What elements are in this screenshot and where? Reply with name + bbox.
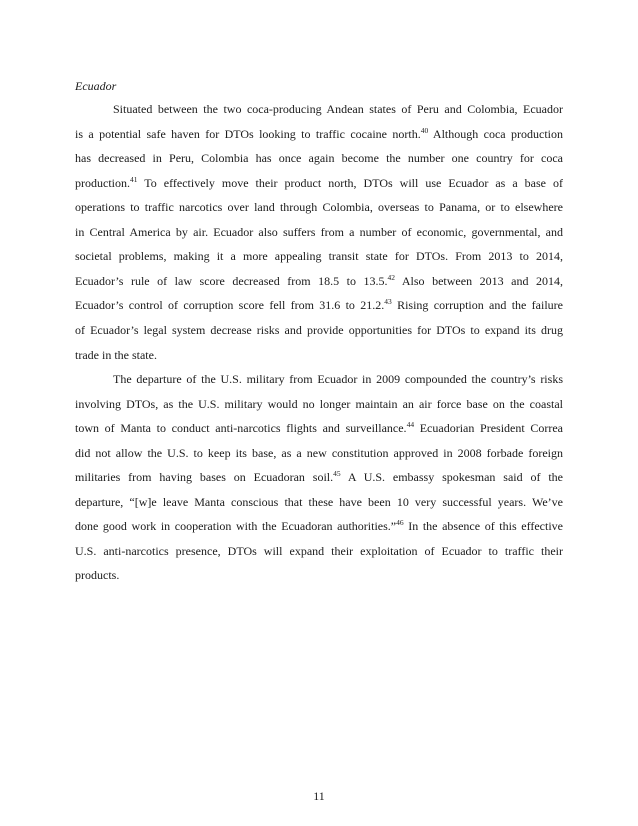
line-text: Ecuador’s rule of law score decreased from 18.5 to 13.5. (75, 273, 388, 288)
line-text: has decreased in Peru, Colombia has once again become the number one country for coca (75, 151, 563, 166)
line-text: U.S. anti-narcotics presence, DTOs will expand their exploitation of Ecuador to traffic their (75, 543, 563, 558)
footnote-marker: 44 (406, 420, 415, 430)
text-line (75, 469, 563, 485)
line-text: is a potential safe haven for DTOs looking to traffic cocaine north. (75, 126, 421, 141)
line-text: involving DTOs, as the U.S. military would no longer maintain an air force base on the coastal (75, 396, 563, 411)
text-line (75, 567, 119, 583)
line-text-continued: Ecuadorian President Correa (414, 421, 563, 436)
line-text: societal problems, making it a more appealing transit state for DTOs. From 2013 to 2014, (75, 249, 563, 264)
text-line (75, 273, 563, 289)
section-heading: Ecuador (75, 79, 117, 93)
line-text-continued: To effectively move their product north, DTOs will use Ecuador as a base of (137, 175, 563, 190)
text-line (113, 371, 563, 387)
line-text: Ecuador’s control of corruption score fell from 31.6 to 21.2. (75, 298, 385, 313)
text-line (75, 347, 157, 363)
line-text-continued: Rising corruption and the failure (391, 298, 563, 313)
line-text: militaries from having bases on Ecuadoran soil. (75, 470, 334, 485)
footnote-marker: 40 (420, 125, 429, 135)
line-text-continued: A U.S. embassy spokesman said of the (340, 470, 563, 485)
text-line (75, 445, 563, 461)
page-number: 11 (313, 789, 325, 803)
line-text: in Central America by air. Ecuador also suffers from a number of economic, governmental, and (75, 224, 563, 239)
text-line (75, 543, 563, 559)
line-text: The departure of the U.S. military from Ecuador in 2009 compounded the country’s risks (113, 372, 563, 387)
text-line (75, 518, 563, 534)
line-text: operations to traffic narcotics over land through Colombia, overseas to Panama, or to elsewhere (75, 200, 563, 215)
line-text-continued: Also between 2013 and 2014, (395, 273, 564, 288)
line-text: departure, “[w]e leave Manta conscious that these have been 10 very successful years. We’ve (75, 494, 563, 509)
line-text: products. (75, 568, 120, 583)
text-line (75, 322, 563, 338)
text-line (75, 420, 563, 436)
footnote-marker: 42 (387, 272, 396, 282)
text-line (75, 248, 563, 264)
line-text: town of Manta to conduct anti-narcotics flights and surveillance. (75, 421, 407, 436)
line-text-continued: In the absence of this effective (403, 519, 563, 534)
line-text: trade in the state. (75, 347, 157, 362)
footnote-marker: 43 (384, 297, 392, 307)
text-line (75, 297, 563, 313)
footnote-marker: 45 (333, 469, 341, 479)
line-text-continued: Although coca production (428, 126, 563, 141)
line-text: did not allow the U.S. to keep its base, as a new constitution approved in 2008 forbade foreign (75, 445, 563, 460)
text-line (113, 101, 563, 117)
text-line (75, 150, 563, 166)
text-line (75, 175, 563, 191)
line-text: production. (75, 175, 130, 190)
text-line (75, 224, 563, 240)
text-line (75, 494, 563, 510)
line-text: Situated between the two coca-producing Andean states of Peru and Colombia, Ecuador (113, 102, 563, 116)
footnote-marker: 41 (130, 174, 138, 184)
text-line (75, 126, 563, 142)
text-line (75, 396, 563, 412)
text-line (75, 199, 563, 215)
line-text: done good work in cooperation with the Ecuadoran authorities.” (75, 519, 397, 534)
line-text: of Ecuador’s legal system decrease risks and provide opportunities for DTOs to expand its drug (75, 322, 563, 337)
footnote-marker: 46 (396, 518, 404, 528)
